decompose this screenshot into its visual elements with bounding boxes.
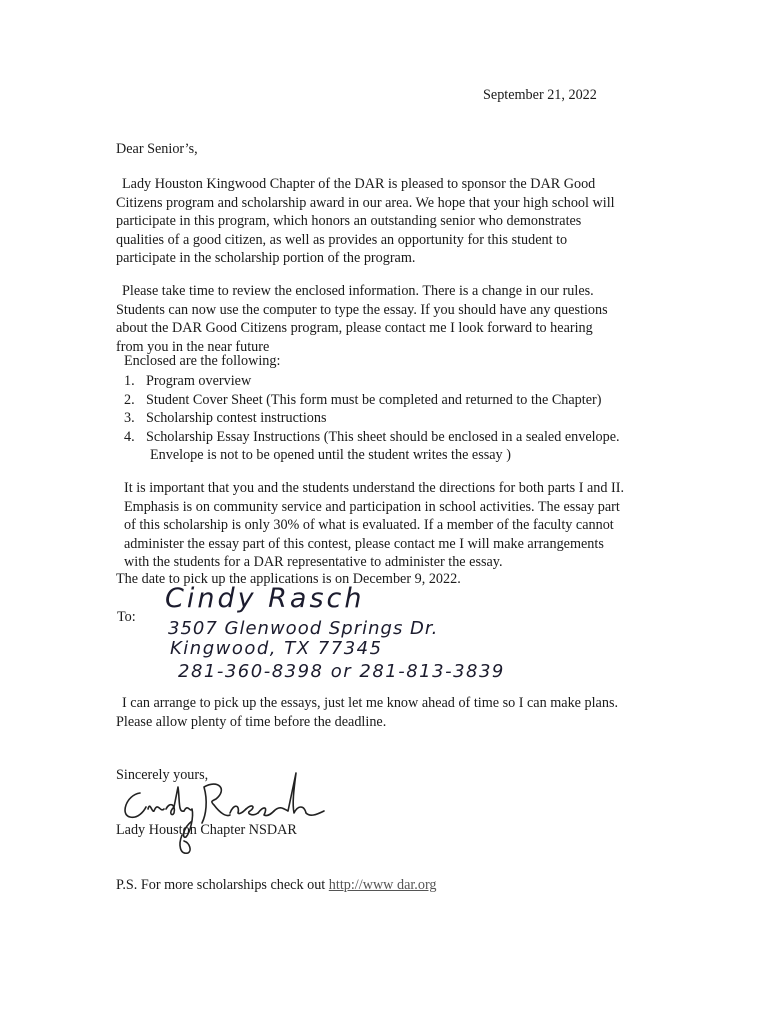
list-item <box>124 391 620 410</box>
list-text: Scholarship Essay Instructions (This sheet should be enclosed in a sealed envelope. <box>146 428 620 445</box>
list-number: 1. <box>124 373 135 389</box>
postscript-text: P.S. For more scholarships check out <box>116 877 329 893</box>
list-number: 3. <box>124 410 135 427</box>
handwritten-phones: 281-360-8398 or 281-813-3839 <box>178 661 505 682</box>
paragraph-intro <box>116 175 615 268</box>
paragraph-pickup <box>116 694 618 731</box>
paragraph-line: participate in the scholarship portion of the program. <box>116 250 416 267</box>
paragraph-line: Please take time to review the enclosed information. There is a change in our rules. <box>122 283 594 299</box>
enclosed-intro: Enclosed are the following: <box>124 353 281 369</box>
list-item-continuation <box>124 446 620 465</box>
list-text: Scholarship contest instructions <box>146 410 327 427</box>
signature-image <box>118 765 328 857</box>
handwritten-street: 3507 Glenwood Springs Dr. <box>168 618 439 639</box>
paragraph-line: Students can now use the computer to type the essay. If you should have any questions <box>116 301 608 318</box>
paragraph-line: I can arrange to pick up the essays, just let me know ahead of time so I can make plans. <box>122 695 619 711</box>
letter-date: September 21, 2022 <box>483 87 597 103</box>
paragraph-line: Lady Houston Kingwood Chapter of the DAR is pleased to sponsor the DAR Good <box>122 176 596 192</box>
paragraph-line: from you in the near future <box>116 338 270 355</box>
list-number: 2. <box>124 391 135 408</box>
greeting: Dear Senior’s, <box>116 141 198 157</box>
postscript <box>116 876 437 895</box>
paragraph-line: about the DAR Good Citizens program, please contact me I look forward to hearing <box>116 320 593 337</box>
paragraph-line: administer the essay part of this contest, please contact me I will make arrangements <box>124 535 604 552</box>
pickup-date: The date to pick up the applications is on December 9, 2022. <box>116 571 461 587</box>
organization-name: Lady Houston Chapter NSDAR <box>116 822 297 838</box>
paragraph-line: with the students for a DAR representative to administer the essay. <box>124 554 503 571</box>
paragraph-line: qualities of a good citizen, as well as provides an opportunity for this student to <box>116 231 568 248</box>
list-item <box>124 409 620 428</box>
to-label: To: <box>117 609 136 625</box>
list-number: 4. <box>124 428 135 445</box>
closing: Sincerely yours, <box>116 767 209 783</box>
enclosed-list <box>124 372 620 465</box>
list-item <box>124 428 620 447</box>
list-text: Student Cover Sheet (This form must be completed and returned to the Chapter) <box>146 391 602 408</box>
paragraph-importance <box>118 479 624 572</box>
list-text: Program overview <box>146 373 252 389</box>
list-item <box>124 372 620 391</box>
website-link[interactable]: http://www dar.org <box>328 877 437 893</box>
paragraph-line: Citizens program and scholarship award in our area. We hope that your high school will <box>116 194 615 211</box>
paragraph-line: of this scholarship is only 30% of what is evaluated. If a member of the faculty cannot <box>124 517 614 534</box>
paragraph-review <box>116 282 608 356</box>
paragraph-line: It is important that you and the students understand the directions for both parts I and II. <box>124 480 624 496</box>
list-text: Envelope is not to be opened until the student writes the essay ) <box>150 447 511 464</box>
paragraph-line: participate in this program, which honors an outstanding senior who demonstrates <box>116 213 582 230</box>
handwritten-name: Cindy Rasch <box>165 583 365 614</box>
paragraph-line: Emphasis is on community service and participation in school activities. The essay part <box>124 498 620 515</box>
paragraph-line: Please allow plenty of time before the deadline. <box>116 713 387 730</box>
handwritten-city: Kingwood, TX 77345 <box>170 638 383 659</box>
